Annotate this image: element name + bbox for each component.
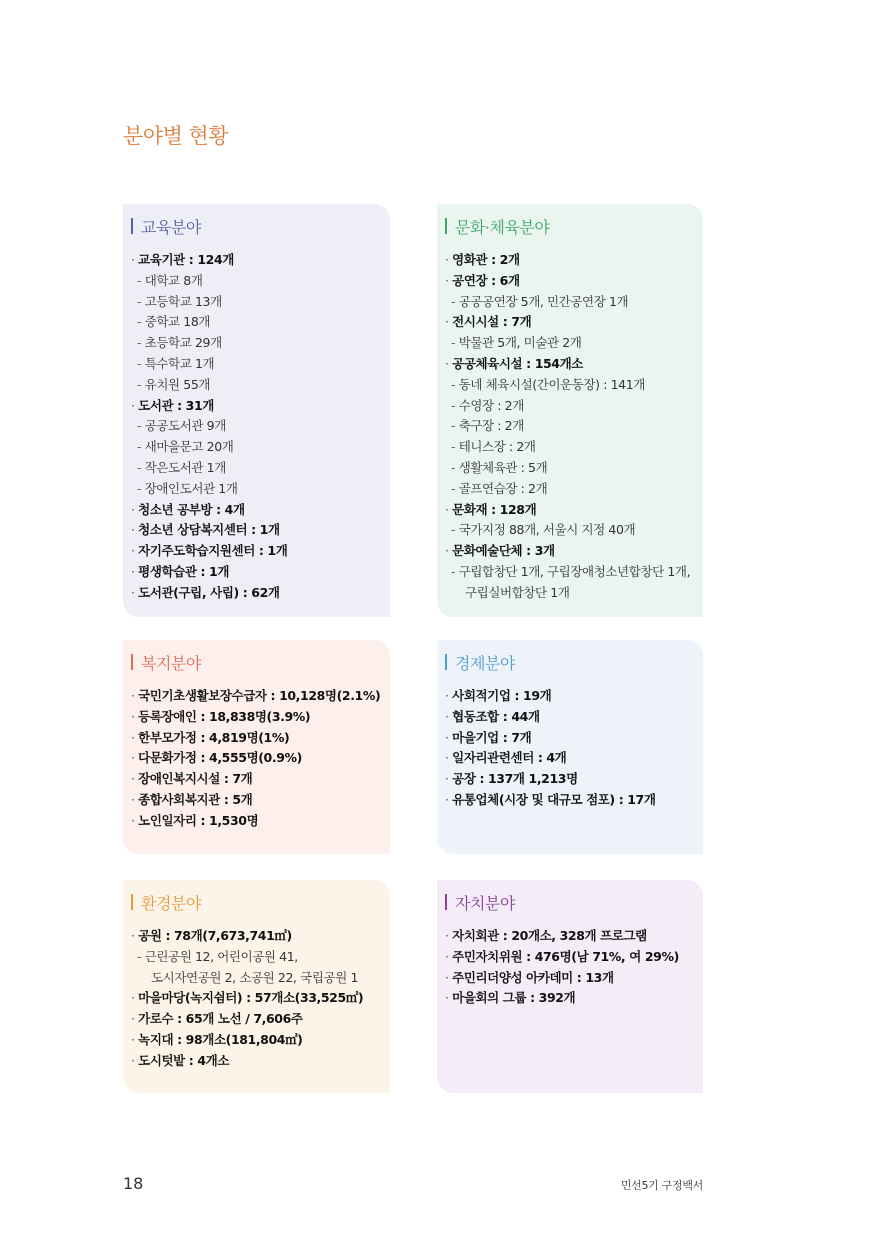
- item-text: 축구장 : 2개: [458, 418, 524, 434]
- item-text: 고등학교 13개: [144, 293, 222, 309]
- sub-item: [445, 458, 695, 479]
- sub-item: [131, 947, 382, 968]
- main-item: [131, 686, 382, 707]
- item-text: 마을회의 그룹 : 392개: [452, 990, 576, 1006]
- main-item: [131, 790, 382, 811]
- item-text: 장애인도서관 1개: [144, 480, 238, 496]
- item-text: 국민기초생활보장수급자 : 10,128명(2.1%): [138, 688, 381, 703]
- main-item: [131, 396, 382, 417]
- sub-item: [445, 375, 695, 396]
- sub-item: [131, 354, 382, 375]
- item-text: 일자리관련센터 : 4개: [452, 750, 567, 766]
- title-bar-decoration: [131, 894, 133, 910]
- item-text: 청소년 공부방 : 4개: [138, 501, 245, 517]
- item-text: 유통업체(시장 및 대규모 점포) : 17개: [452, 791, 656, 807]
- item-text: 종합사회복지관 : 5개: [138, 791, 253, 807]
- sub-item: [131, 968, 382, 989]
- card-title-text: 환경분야: [141, 893, 201, 913]
- item-text: 평생학습관 : 1개: [138, 563, 230, 579]
- item-text: 동네 체육시설(간이운동장) : 141개: [458, 376, 645, 392]
- card-title: [131, 892, 382, 912]
- item-text: 등록장애인 : 18,838명(3.9%): [138, 708, 311, 724]
- page-number: 18: [123, 1174, 144, 1193]
- item-text: 근린공원 12, 어린이공원 41,: [144, 948, 298, 964]
- book-title: 민선5기 구정백서: [620, 1179, 703, 1192]
- item-text: 사회적기업 : 19개: [452, 688, 552, 703]
- item-text: 새마을문고 20개: [144, 439, 234, 455]
- main-item: [131, 988, 382, 1009]
- item-text: 골프연습장 : 2개: [458, 480, 548, 496]
- sub-item: [131, 458, 382, 479]
- sub-item: [445, 292, 695, 313]
- main-item: [131, 769, 382, 790]
- item-text: 생활체육관 : 5개: [458, 459, 548, 475]
- item-text: 가로수 : 65개 노선 / 7,606주: [138, 1011, 303, 1027]
- item-text: 마을마당(녹지쉼터) : 57개소(33,525㎡): [138, 990, 364, 1006]
- card-title-text: 경제분야: [455, 653, 515, 673]
- item-text: 유치원 55개: [144, 376, 211, 392]
- card-title-text: 자치분야: [455, 893, 515, 913]
- main-item: [131, 520, 382, 541]
- main-item: [131, 562, 382, 583]
- sub-item: [445, 416, 695, 437]
- main-item: [131, 1009, 382, 1030]
- item-list: [131, 250, 382, 604]
- item-text: 한부모가정 : 4,819명(1%): [138, 729, 290, 745]
- item-text: 영화관 : 2개: [452, 252, 520, 267]
- main-item: [445, 790, 695, 811]
- item-list: [131, 926, 382, 1072]
- main-item: [445, 988, 695, 1009]
- culture-sports-card: [437, 204, 703, 617]
- item-text: 공원 : 78개(7,673,741㎡): [138, 928, 292, 943]
- item-text: 전시시설 : 7개: [452, 314, 532, 330]
- main-item: [131, 500, 382, 521]
- item-list: [445, 250, 695, 604]
- card-title: [131, 652, 382, 672]
- sub-item: [131, 312, 382, 333]
- title-bar-decoration: [445, 654, 447, 670]
- item-text: 녹지대 : 98개소(181,804㎡): [138, 1031, 303, 1047]
- sub-item: [131, 333, 382, 354]
- item-text: 도서관(구립, 사립) : 62개: [138, 584, 280, 600]
- sub-item: [445, 437, 695, 458]
- main-item: [445, 926, 695, 947]
- main-item: [445, 968, 695, 989]
- item-text: 청소년 상담복지센터 : 1개: [138, 522, 280, 538]
- item-text: 주민자치위원 : 476명(남 71%, 여 29%): [452, 948, 679, 964]
- main-item: [445, 541, 695, 562]
- card-title: [131, 216, 382, 236]
- card-title: [445, 652, 695, 672]
- economy-card: [437, 640, 703, 854]
- welfare-card: [123, 640, 390, 854]
- card-title-text: 교육분야: [141, 217, 201, 237]
- item-text: 구립합창단 1개, 구립장애청소년합창단 1개,: [458, 563, 691, 579]
- item-text: 공연장 : 6개: [452, 272, 520, 288]
- item-text: 자치회관 : 20개소, 328개 프로그램: [452, 928, 647, 943]
- title-bar-decoration: [445, 894, 447, 910]
- item-text: 테니스장 : 2개: [458, 439, 536, 455]
- card-title-text: 문화·체육분야: [455, 217, 550, 237]
- item-text: 중학교 18개: [144, 314, 211, 330]
- main-item: [131, 250, 382, 271]
- item-text: 국가지정 88개, 서울시 지정 40개: [458, 522, 636, 538]
- main-item: [131, 541, 382, 562]
- item-text: 박물관 5개, 미술관 2개: [458, 335, 582, 351]
- main-item: [131, 1051, 382, 1072]
- item-text: 장애인복지시설 : 7개: [138, 771, 253, 787]
- item-text: 마을기업 : 7개: [452, 729, 532, 745]
- sub-item: [445, 333, 695, 354]
- card-title-text: 복지분야: [141, 653, 201, 673]
- item-text: 작은도서관 1개: [144, 459, 226, 475]
- item-list: [131, 686, 382, 832]
- item-text: 노인일자리 : 1,530명: [138, 812, 259, 828]
- item-text: 공공도서관 9개: [144, 418, 226, 434]
- title-bar-decoration: [445, 218, 447, 234]
- main-item: [445, 686, 695, 707]
- autonomy-card: [437, 880, 703, 1093]
- main-item: [445, 500, 695, 521]
- main-item: [445, 250, 695, 271]
- main-item: [131, 811, 382, 832]
- item-text: 공장 : 137개 1,213명: [452, 771, 578, 787]
- main-item: [131, 728, 382, 749]
- main-item: [131, 707, 382, 728]
- sub-item: [131, 271, 382, 292]
- sub-item: [131, 375, 382, 396]
- main-item: [131, 583, 382, 604]
- item-text: 문화재 : 128개: [452, 501, 537, 517]
- sub-item: [131, 416, 382, 437]
- page-title: 분야별 현황: [123, 124, 229, 148]
- item-text: 협동조합 : 44개: [452, 708, 540, 724]
- main-item: [131, 926, 382, 947]
- item-text: 공공체육시설 : 154개소: [452, 355, 583, 371]
- item-list: [445, 926, 695, 1009]
- item-text: 초등학교 29개: [144, 335, 222, 351]
- item-text: 특수학교 1개: [144, 355, 215, 371]
- education-card: [123, 204, 390, 617]
- sub-item: [445, 396, 695, 417]
- item-text: 도시텃밭 : 4개소: [138, 1052, 230, 1068]
- title-bar-decoration: [131, 654, 133, 670]
- item-text: 도서관 : 31개: [138, 397, 214, 413]
- item-text: 수영장 : 2개: [458, 397, 524, 413]
- item-text: 교육기관 : 124개: [138, 252, 234, 267]
- main-item: [445, 312, 695, 333]
- sub-item: [445, 562, 695, 583]
- item-text: 도시자연공원 2, 소공원 22, 국립공원 1: [151, 969, 359, 985]
- item-text: 구립실버합창단 1개: [465, 584, 570, 600]
- item-text: 문화예술단체 : 3개: [452, 543, 555, 559]
- item-text: 대학교 8개: [144, 272, 203, 288]
- item-text: 주민리더양성 아카데미 : 13개: [452, 969, 614, 985]
- item-text: 자기주도학습지원센터 : 1개: [138, 543, 288, 559]
- main-item: [445, 271, 695, 292]
- sub-item: [445, 520, 695, 541]
- main-item: [131, 748, 382, 769]
- sub-item: [131, 479, 382, 500]
- main-item: [445, 748, 695, 769]
- main-item: [445, 769, 695, 790]
- main-item: [445, 947, 695, 968]
- sub-item: [445, 479, 695, 500]
- main-item: [131, 1030, 382, 1051]
- main-item: [445, 728, 695, 749]
- sub-item: [445, 583, 695, 604]
- title-bar-decoration: [131, 218, 133, 234]
- item-text: 공공공연장 5개, 민간공연장 1개: [458, 293, 629, 309]
- sub-item: [131, 437, 382, 458]
- sub-item: [131, 292, 382, 313]
- item-list: [445, 686, 695, 811]
- environment-card: [123, 880, 390, 1093]
- main-item: [445, 707, 695, 728]
- main-item: [445, 354, 695, 375]
- card-title: [445, 892, 695, 912]
- item-text: 다문화가정 : 4,555명(0.9%): [138, 750, 302, 766]
- card-title: [445, 216, 695, 236]
